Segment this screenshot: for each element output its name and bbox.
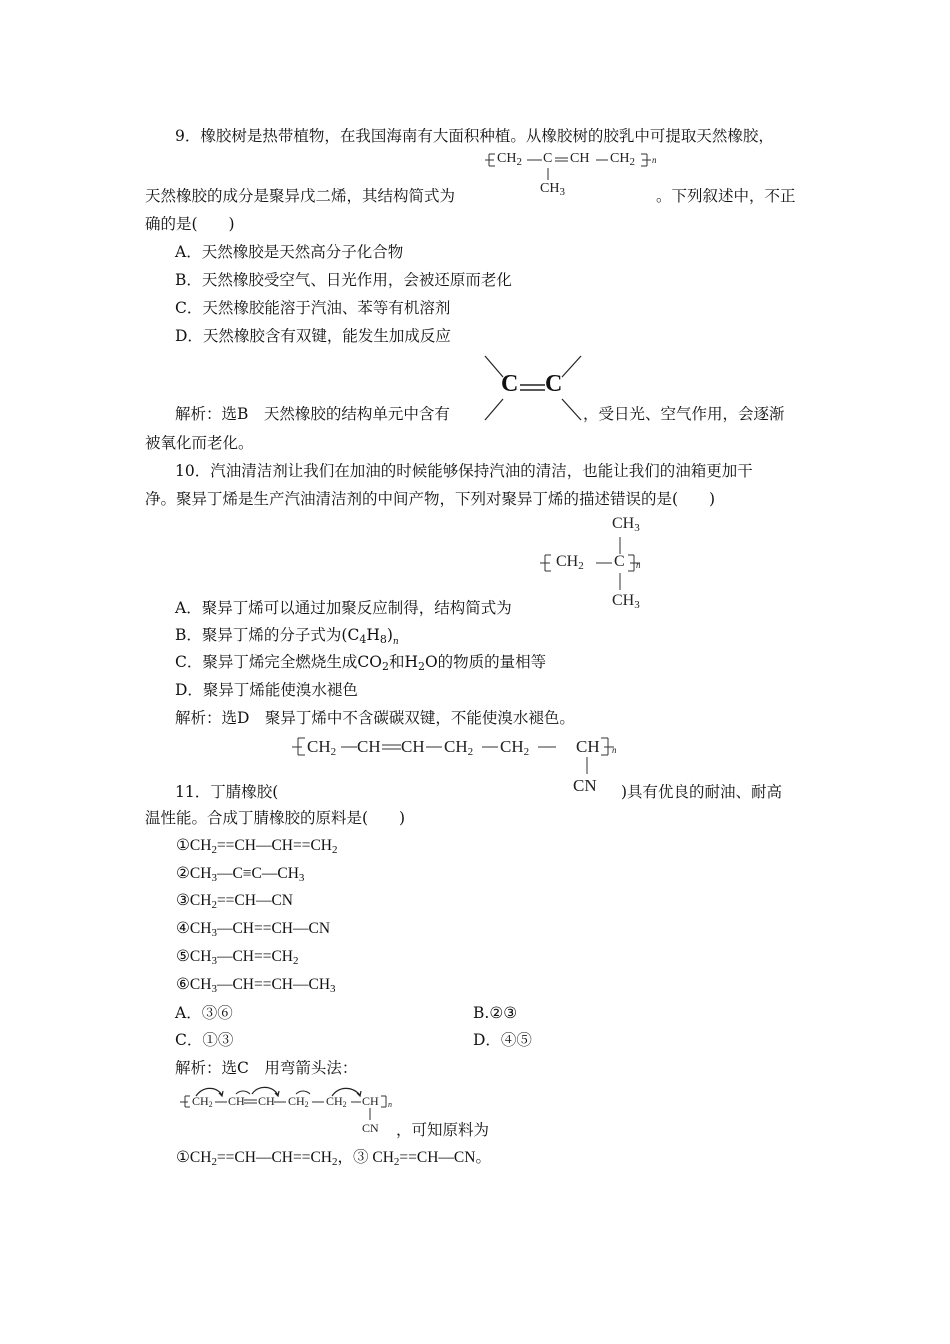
q11-af-t2: CH [228, 1094, 245, 1108]
q9-option-a: A．天然橡胶是天然高分子化合物 [175, 243, 404, 261]
q10-f-ch3bot: CH [612, 592, 635, 609]
q10-answer: 解析：选D 聚异丁烯中不含碳碳双键，不能使溴水褪色。 [175, 709, 575, 727]
q11-af-t3: CH [258, 1094, 275, 1108]
q11-option-b: B.②③ [473, 1004, 518, 1022]
q11-f-t3: CH [401, 737, 425, 756]
q9-f-n: n [652, 155, 657, 165]
q11-f-cn: CN [573, 776, 597, 795]
q9-stem-line1: 9．橡胶树是热带植物，在我国海南有大面积种植。从橡胶树的胶乳中可提取天然橡胶， [175, 127, 774, 145]
q11-af-t4: CH [288, 1094, 305, 1108]
q11-af-t1: CH [192, 1094, 209, 1108]
q9-stem-line2b: 。下列叙述中，不正 [656, 187, 796, 205]
q9-stem-line3: 确的是( ) [145, 215, 235, 233]
q11-f-n: n [612, 745, 617, 755]
q9-answer-b: ，受日光、空气作用，会逐渐 [583, 405, 785, 423]
q11-af-t5: CH [326, 1094, 343, 1108]
q11-stem-line1a: 11．丁腈橡胶( [175, 783, 279, 801]
q11-after-formula: ，可知原料为 [396, 1121, 490, 1139]
q11-stem-line2: 温性能。合成丁腈橡胶的原料是( ) [145, 809, 406, 827]
q11-option-d: D．④⑤ [473, 1031, 532, 1049]
q9-f-ch3: CH [540, 181, 560, 196]
q9-f-ch: CH [570, 151, 590, 166]
q11-reactant-item: ③CH2==CH—CN [176, 892, 293, 911]
q10-stem-line1: 10．汽油清洁剂让我们在加油的时候能够保持汽油的清洁，也能让我们的油箱更加干 [175, 462, 753, 480]
q11-arrow-lines [0, 0, 1, 1]
q9-answer-a: 解析：选B 天然橡胶的结构单元中含有 [175, 405, 450, 423]
q10-f-c: C [614, 553, 625, 570]
q11-f-t5: CH [500, 737, 524, 756]
q11-af-t6: CH [362, 1094, 379, 1108]
q9-option-b: B．天然橡胶受空气、日光作用，会被还原而老化 [175, 271, 512, 289]
q11-af-n: n [388, 1100, 392, 1109]
q11-option-a: A．③⑥ [175, 1004, 233, 1022]
q9-f-ch2b: CH [610, 151, 630, 166]
q11-af-cn: CN [362, 1121, 379, 1135]
q10-stem-line2: 净。聚异丁烯是生产汽油清洁剂的中间产物，下列对聚异丁烯的描述错误的是( ) [145, 490, 716, 508]
q10-option-b: B．聚异丁烯的分子式为$(C4H8)_n$ [175, 626, 399, 647]
q9-answer-c: 被氧化而老化。 [145, 434, 254, 452]
q9-f-ch2a: CH [497, 151, 517, 166]
q11-reactant-item: ⑥CH3—CH==CH—CH3 [176, 976, 336, 995]
q9-cc-c2: C [545, 371, 563, 397]
q11-option-c: C．①③ [175, 1031, 234, 1049]
q9-stem-line2a: 天然橡胶的成分是聚异戊二烯，其结构简式为 [145, 187, 456, 205]
q10-f-ch3top: CH [612, 515, 635, 532]
q9-option-c: C．天然橡胶能溶于汽油、苯等有机溶剂 [175, 299, 451, 317]
q11-f-t4: CH [444, 737, 468, 756]
q11-f-t6: CH [576, 737, 600, 756]
q10-option-a: A．聚异丁烯可以通过加聚反应制得，结构简式为 [175, 599, 512, 617]
q11-f-t2: CH [357, 737, 381, 756]
q11-final-answer: ①CH2==CH—CH==CH2，③ CH2==CH—CN。 [176, 1149, 491, 1168]
q10-option-d: D．聚异丁烯能使溴水褪色 [175, 681, 358, 699]
q11-f-t1: CH [307, 737, 331, 756]
q10-f-ch2: CH [556, 553, 579, 570]
q11-answer: 解析：选C 用弯箭头法： [175, 1059, 358, 1077]
q11-reactant-item: ②CH3—C≡C—CH3 [176, 865, 305, 884]
q9-cc-c1: C [501, 371, 519, 397]
q11-reactant-item: ⑤CH3—CH==CH2 [176, 948, 299, 967]
q11-stem-line1b: )具有优良的耐油、耐高 [621, 783, 783, 801]
q10-f-n: n [636, 560, 641, 570]
q9-option-d: D．天然橡胶含有双键，能发生加成反应 [175, 327, 451, 345]
q11-reactant-item: ④CH3—CH==CH—CN [176, 920, 331, 939]
q11-reactant-item: ①CH2==CH—CH==CH2 [176, 837, 338, 856]
q10-option-c: C．聚异丁烯完全燃烧生成CO2和H2O的物质的量相等 [175, 653, 547, 673]
q9-f-c: C [543, 151, 553, 166]
